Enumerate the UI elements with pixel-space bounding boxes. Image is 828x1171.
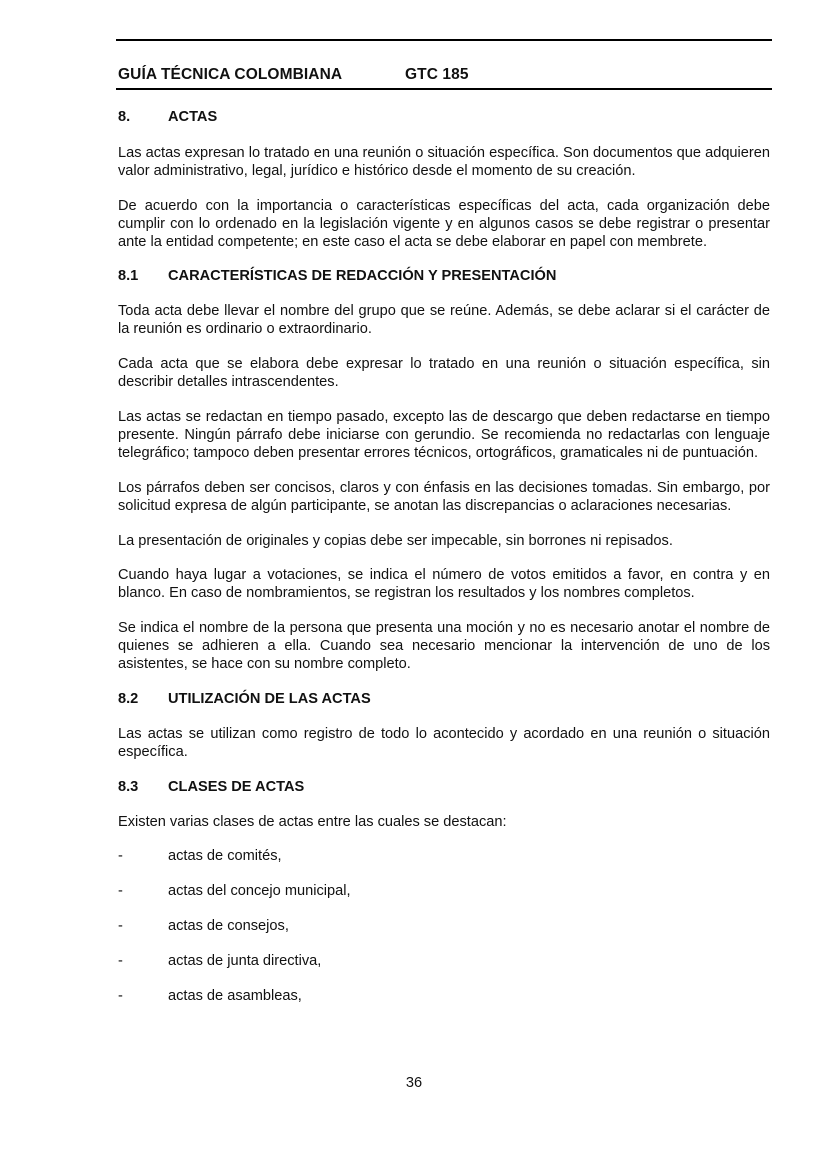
- bullet-dash: -: [118, 988, 123, 1005]
- section-title: CLASES DE ACTAS: [168, 778, 305, 795]
- list-item: [118, 848, 770, 866]
- clases-de-actas-list: [118, 848, 770, 1006]
- bullet-dash: -: [118, 883, 123, 900]
- section-heading-8-2: [118, 691, 770, 709]
- list-item-text: actas de consejos,: [168, 918, 289, 935]
- section-heading-8-3: [118, 779, 770, 797]
- section-title: ACTAS: [168, 109, 218, 125]
- list-item-text: actas de asambleas,: [168, 988, 302, 1005]
- header-title: GUÍA TÉCNICA COLOMBIANA: [118, 66, 343, 83]
- header-top-rule: [116, 39, 772, 41]
- section-number: 8.: [118, 109, 131, 125]
- paragraph: Las actas se redactan en tiempo pasado, excepto las de descargo que deben redactarse en tiempo presente. Ningún párrafo debe iniciarse con gerundio. Se recomienda no redactarlas con lenguaje telegráfico; tampoco deben presentar errores técnicos, ortográficos, gramaticales ni de puntuación.: [118, 408, 770, 461]
- page-number: 36: [405, 1075, 423, 1091]
- bullet-dash: -: [118, 918, 123, 935]
- header-bottom-rule: [116, 88, 772, 90]
- section-number: 8.3: [118, 778, 139, 795]
- paragraph: Las actas expresan lo tratado en una reunión o situación específica. Son documentos que adquieren valor administrativo, legal, jurídico e histórico desde el momento de su creación.: [118, 144, 770, 179]
- bullet-dash: -: [118, 848, 123, 865]
- bullet-dash: -: [118, 953, 123, 970]
- list-item: [118, 918, 770, 936]
- paragraph: De acuerdo con la importancia o características específicas del acta, cada organización debe cumplir con lo ordenado en la legislación vigente y en algunos casos se debe registrar o presentar ante la entidad competente; en este caso el acta se debe elaborar en papel con membrete.: [118, 197, 770, 250]
- section-number: 8.2: [118, 690, 139, 707]
- section-heading-8: [118, 109, 770, 127]
- paragraph: La presentación de originales y copias debe ser impecable, sin borrones ni repisados.: [118, 532, 673, 549]
- paragraph: Toda acta debe llevar el nombre del grupo que se reúne. Además, se debe aclarar si el carácter de la reunión es ordinario o extraordinario.: [118, 303, 770, 338]
- section-title: UTILIZACIÓN DE LAS ACTAS: [168, 690, 371, 707]
- section-heading-8-1: [118, 268, 770, 286]
- section-number: 8.1: [118, 268, 139, 285]
- list-item: [118, 953, 770, 971]
- section-title: CARACTERÍSTICAS DE REDACCIÓN Y PRESENTACIÓN: [168, 268, 557, 285]
- header-code: GTC 185: [405, 66, 469, 83]
- paragraph: Cuando haya lugar a votaciones, se indica el número de votos emitidos a favor, en contra y en blanco. En caso de nombramientos, se registran los resultados y los nombres completos.: [118, 567, 770, 602]
- list-item-text: actas del concejo municipal,: [168, 883, 351, 900]
- list-item: [118, 883, 770, 901]
- paragraph: Los párrafos deben ser concisos, claros y con énfasis en las decisiones tomadas. Sin embargo, por solicitud expresa de algún participante, se anotan las discrepancias o aclaraciones necesarias.: [118, 479, 770, 514]
- paragraph: Las actas se utilizan como registro de todo lo acontecido y acordado en una reunión o situación específica.: [118, 725, 770, 760]
- list-item-text: actas de junta directiva,: [168, 953, 322, 970]
- list-item-text: actas de comités,: [168, 848, 282, 865]
- list-item: [118, 988, 770, 1006]
- paragraph: Se indica el nombre de la persona que presenta una moción y no es necesario anotar el nombre de quienes se adhieren a ella. Cuando sea necesario mencionar la intervención de uno de los asistentes, se hace con su nombre completo.: [118, 620, 770, 673]
- document-body: [118, 109, 770, 1006]
- paragraph: Cada acta que se elabora debe expresar lo tratado en una reunión o situación específica, sin describir detalles intrascendentes.: [118, 356, 770, 391]
- paragraph: Existen varias clases de actas entre las cuales se destacan:: [118, 813, 507, 830]
